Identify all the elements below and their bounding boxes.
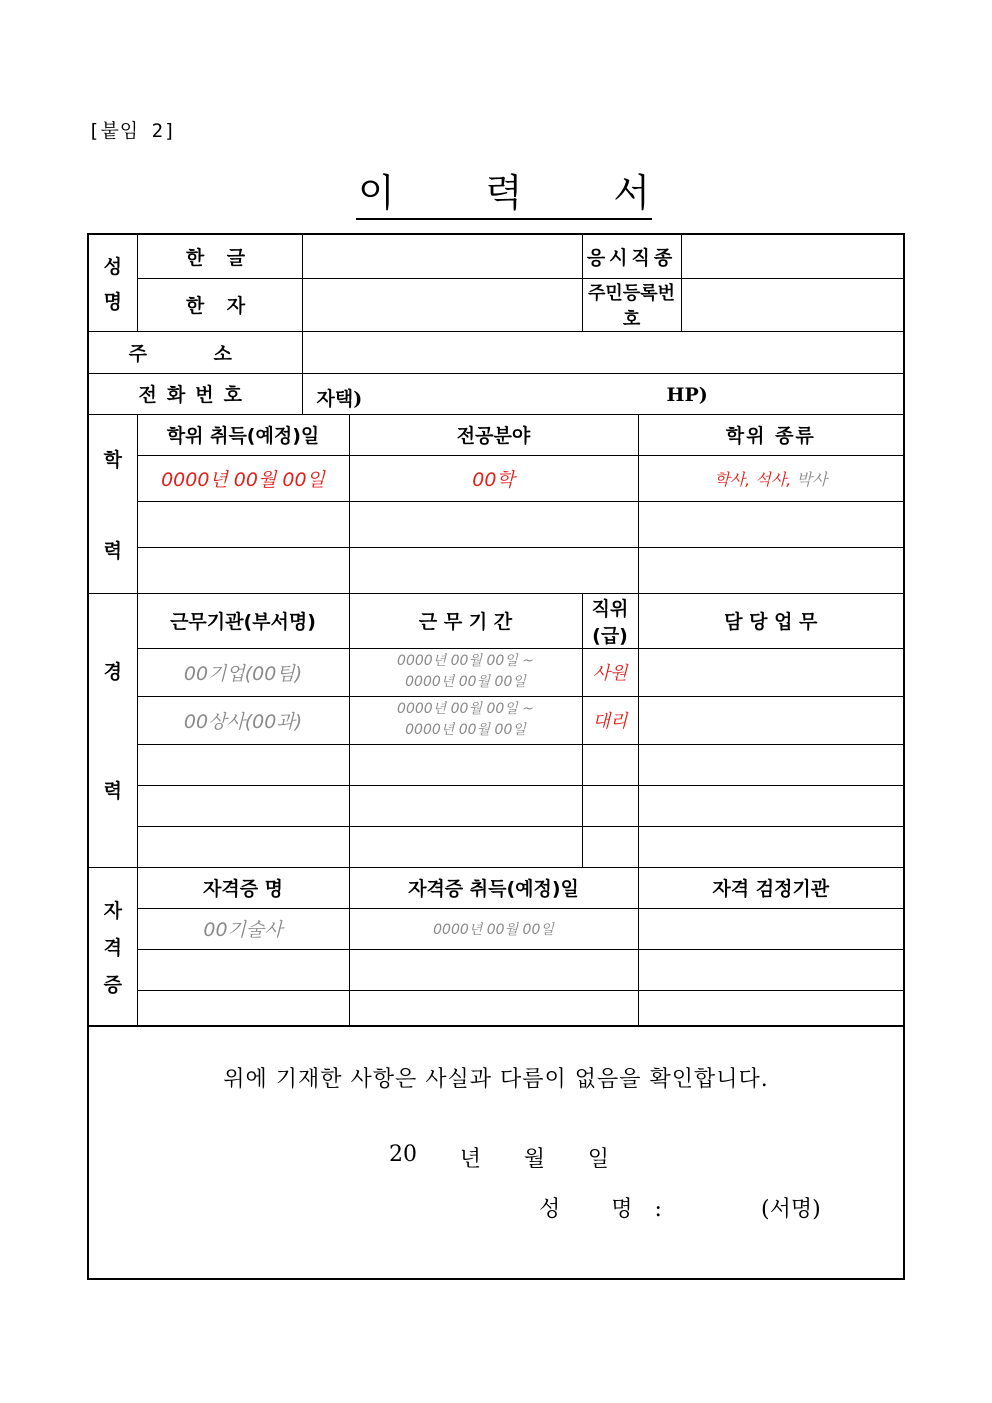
cert-header-name: 자격증 명 (137, 867, 349, 908)
cert-label-char-1: 자 (103, 899, 122, 922)
edu-header-major: 전공분야 (349, 414, 638, 455)
career-row-period[interactable] (349, 826, 582, 867)
cert-example-name[interactable]: 00기술사 (137, 908, 349, 949)
hanja-name-field[interactable] (302, 278, 582, 331)
career-row-position[interactable]: 대리 (582, 696, 638, 744)
document-title (356, 170, 652, 220)
edu-header-date: 학위 취득(예정)일 (137, 414, 349, 455)
date-year-prefix: 20 (389, 1142, 417, 1167)
cert-label-char-3: 증 (103, 973, 122, 996)
edu-example-degree[interactable] (638, 455, 904, 501)
home-phone-prefix: 자택) (316, 387, 363, 410)
cert-example-authority[interactable] (638, 908, 904, 949)
career-row-position[interactable]: 사원 (582, 648, 638, 696)
resume-form-table (87, 233, 905, 1027)
date-year-label: 년 (459, 1147, 481, 1172)
career-row-position[interactable] (582, 744, 638, 785)
edu-example-major[interactable]: 00학 (349, 455, 638, 501)
cert-row-date[interactable] (349, 949, 638, 990)
rrn-field[interactable] (681, 278, 904, 331)
career-period-end: 0000년 00월 00일 (405, 722, 526, 738)
career-period-start: 0000년 00월 00일 ~ (397, 701, 534, 717)
career-row-duty[interactable] (638, 785, 904, 826)
career-period-start: 0000년 00월 00일 ~ (397, 653, 534, 669)
title-char-2: 력 (485, 171, 523, 215)
edu-row-major-cell[interactable] (349, 547, 638, 593)
career-header-position: 직위(급) (582, 593, 638, 648)
title-char-1: 이 (358, 171, 395, 215)
rrn-label: 주민등록번호 (582, 278, 681, 331)
edu-header-degree: 학위 종류 (638, 414, 904, 455)
career-row-duty[interactable] (638, 826, 904, 867)
signature-colon: : (654, 1197, 662, 1222)
cert-row-authority[interactable] (638, 949, 904, 990)
career-header-duty: 담 당 업 무 (638, 593, 904, 648)
signature-seal[interactable]: (서명) (761, 1197, 821, 1222)
career-section-label (88, 593, 137, 867)
hangul-label: 한 글 (137, 234, 302, 278)
career-header-period: 근 무 기 간 (349, 593, 582, 648)
date-month-label: 월 (523, 1147, 545, 1172)
cert-header-authority: 자격 검정기관 (638, 867, 904, 908)
career-row-org[interactable] (137, 826, 349, 867)
cert-label-char-2: 격 (103, 936, 122, 959)
degree-doctor: 박사 (791, 469, 828, 489)
education-section-label (88, 414, 137, 593)
career-header-org: 근무기관(부서명) (137, 593, 349, 648)
date-day-label: 일 (587, 1147, 609, 1172)
career-row-period[interactable] (349, 696, 582, 744)
career-label-char-2: 력 (103, 780, 122, 802)
signature-label: 성 명 (539, 1197, 655, 1222)
education-label-char-1: 학 (103, 448, 122, 471)
edu-row-major-cell[interactable] (349, 501, 638, 547)
declaration-statement: 위에 기재한 사항은 사실과 다름이 없음을 확인합니다. (223, 1067, 769, 1092)
job-label: 응시직종 (582, 234, 681, 278)
career-row-position[interactable] (582, 785, 638, 826)
career-row-period[interactable] (349, 785, 582, 826)
career-row-period[interactable] (349, 744, 582, 785)
phone-label: 전화번호 (88, 373, 302, 414)
name-section-label (88, 234, 137, 331)
degree-bachelor-master: 학사, 석사, (714, 469, 792, 489)
career-row-position[interactable] (582, 826, 638, 867)
hangul-name-field[interactable] (302, 234, 582, 278)
career-row-duty[interactable] (638, 648, 904, 696)
career-label-char-1: 경 (103, 661, 122, 683)
title-char-3: 서 (613, 171, 650, 215)
certificate-section-label (88, 867, 137, 1026)
career-period-end: 0000년 00월 00일 (405, 674, 526, 690)
name-label-char-1: 성 (103, 255, 122, 278)
declaration-date (389, 1142, 609, 1173)
career-row-period[interactable] (349, 648, 582, 696)
name-label-char-2: 명 (103, 290, 122, 313)
signature-line (539, 1192, 662, 1223)
edu-row-degree-cell[interactable] (638, 547, 904, 593)
mobile-phone-prefix: HP) (666, 383, 708, 406)
education-label-char-2: 력 (103, 539, 122, 562)
career-row-duty[interactable] (638, 696, 904, 744)
cert-row-name[interactable] (137, 949, 349, 990)
job-field[interactable] (681, 234, 904, 278)
phone-field[interactable] (302, 373, 904, 414)
address-field[interactable] (302, 331, 904, 373)
hanja-label: 한 자 (137, 278, 302, 331)
career-row-org[interactable] (137, 785, 349, 826)
address-label: 주 소 (88, 331, 302, 373)
cert-example-date[interactable]: 0000년 00월 00일 (349, 908, 638, 949)
edu-row-date-cell[interactable] (137, 547, 349, 593)
career-row-duty[interactable] (638, 744, 904, 785)
career-row-org[interactable] (137, 744, 349, 785)
edu-row-degree-cell[interactable] (638, 501, 904, 547)
declaration-box (87, 1004, 905, 1280)
career-row-org[interactable]: 00상사(00과) (137, 696, 349, 744)
attachment-label: [붙임 2] (88, 120, 177, 142)
career-row-org[interactable]: 00기업(00팀) (137, 648, 349, 696)
edu-row-date-cell[interactable] (137, 501, 349, 547)
cert-header-date: 자격증 취득(예정)일 (349, 867, 638, 908)
edu-example-date[interactable]: 0000년 00월 00일 (137, 455, 349, 501)
